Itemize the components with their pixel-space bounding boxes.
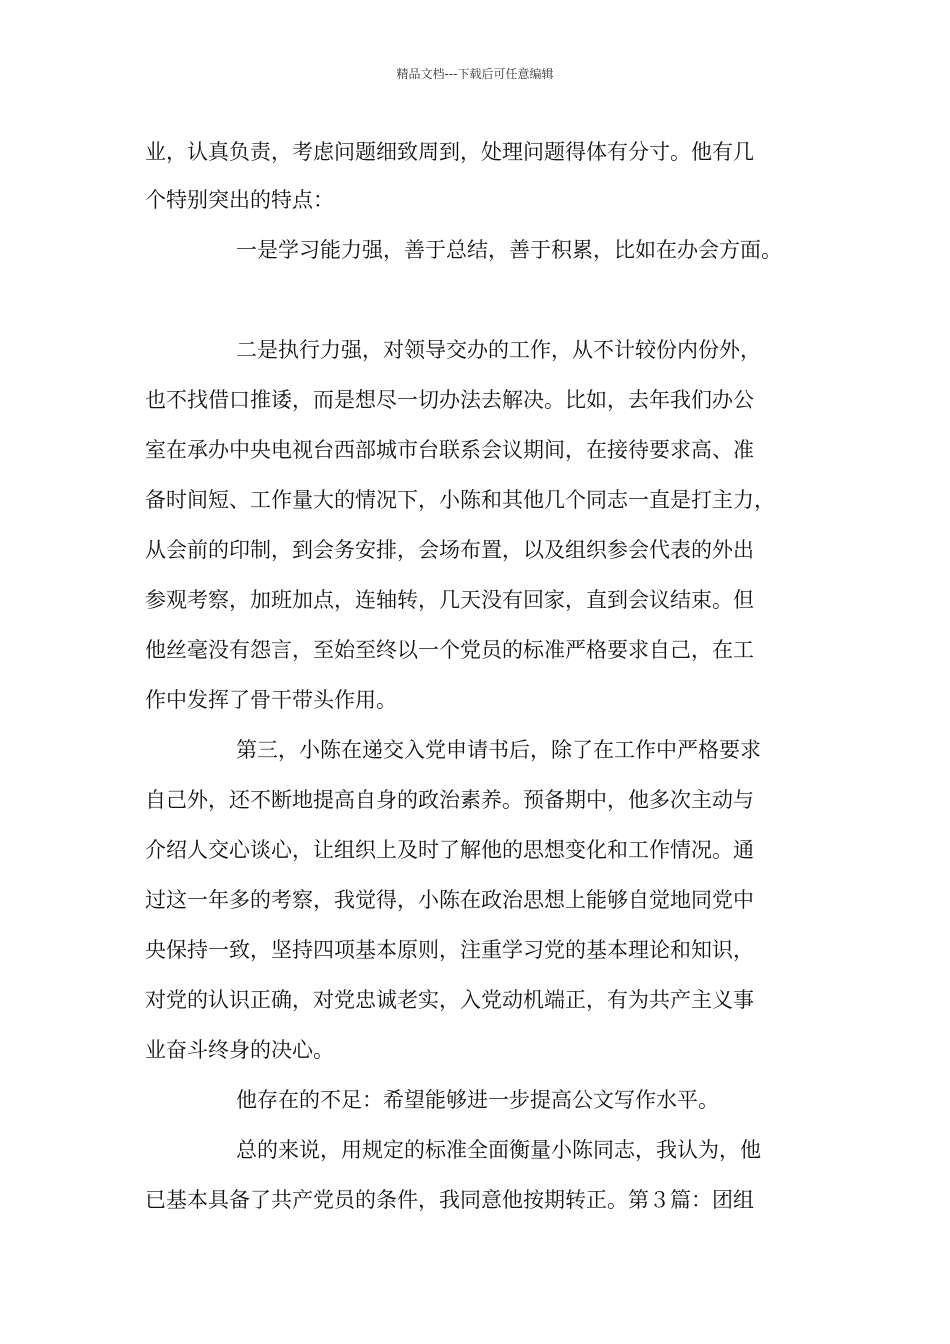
paragraph-first-line: 一是学习能力强，善于总结，善于积累，比如在办会方面。 [236, 238, 782, 262]
body-line: 已基本具备了共产党员的条件，我同意他按期转正。第３篇：团组 [145, 1188, 754, 1212]
paragraph-first-line: 二是执行力强，对领导交办的工作，从不计较份内份外， [236, 338, 761, 362]
body-line: 作中发挥了骨干带头作用。 [145, 688, 397, 712]
body-line: 过这一年多的考察，我觉得，小陈在政治思想上能够自觉地同党中 [145, 888, 754, 912]
body-line: 自己外，还不断地提高自身的政治素养。预备期中，他多次主动与 [145, 788, 754, 812]
body-line: 他丝毫没有怨言，至始至终以一个党员的标准严格要求自己，在工 [145, 638, 754, 662]
body-line: 个特别突出的特点： [145, 188, 334, 212]
body-line: 室在承办中央电视台西部城市台联系会议期间，在接待要求高、准 [145, 438, 754, 462]
body-line: 对党的认识正确，对党忠诚老实，入党动机端正，有为共产主义事 [145, 988, 754, 1012]
page-header: 精品文档---下载后可任意编辑 [396, 67, 554, 81]
body-line: 业奋斗终身的决心。 [145, 1038, 334, 1062]
paragraph-first-line: 他存在的不足：希望能够进一步提高公文写作水平。 [236, 1088, 719, 1112]
body-line: 央保持一致，坚持四项基本原则，注重学习党的基本理论和知识， [145, 938, 754, 962]
body-line: 从会前的印制，到会务安排，会场布置，以及组织参会代表的外出 [145, 538, 754, 562]
paragraph-first-line: 第三，小陈在递交入党申请书后，除了在工作中严格要求 [236, 738, 761, 762]
body-line: 介绍人交心谈心，让组织上及时了解他的思想变化和工作情况。通 [145, 838, 754, 862]
body-line: 参观考察，加班加点，连轴转，几天没有回家，直到会议结束。但 [145, 588, 754, 612]
body-line: 业，认真负责，考虑问题细致周到，处理问题得体有分寸。他有几 [145, 140, 754, 164]
paragraph-first-line: 总的来说，用规定的标准全面衡量小陈同志，我认为，他 [236, 1138, 761, 1162]
body-line: 也不找借口推诿，而是想尽一切办法去解决。比如，去年我们办公 [145, 388, 754, 412]
body-line: 备时间短、工作量大的情况下，小陈和其他几个同志一直是打主力， [145, 488, 775, 512]
